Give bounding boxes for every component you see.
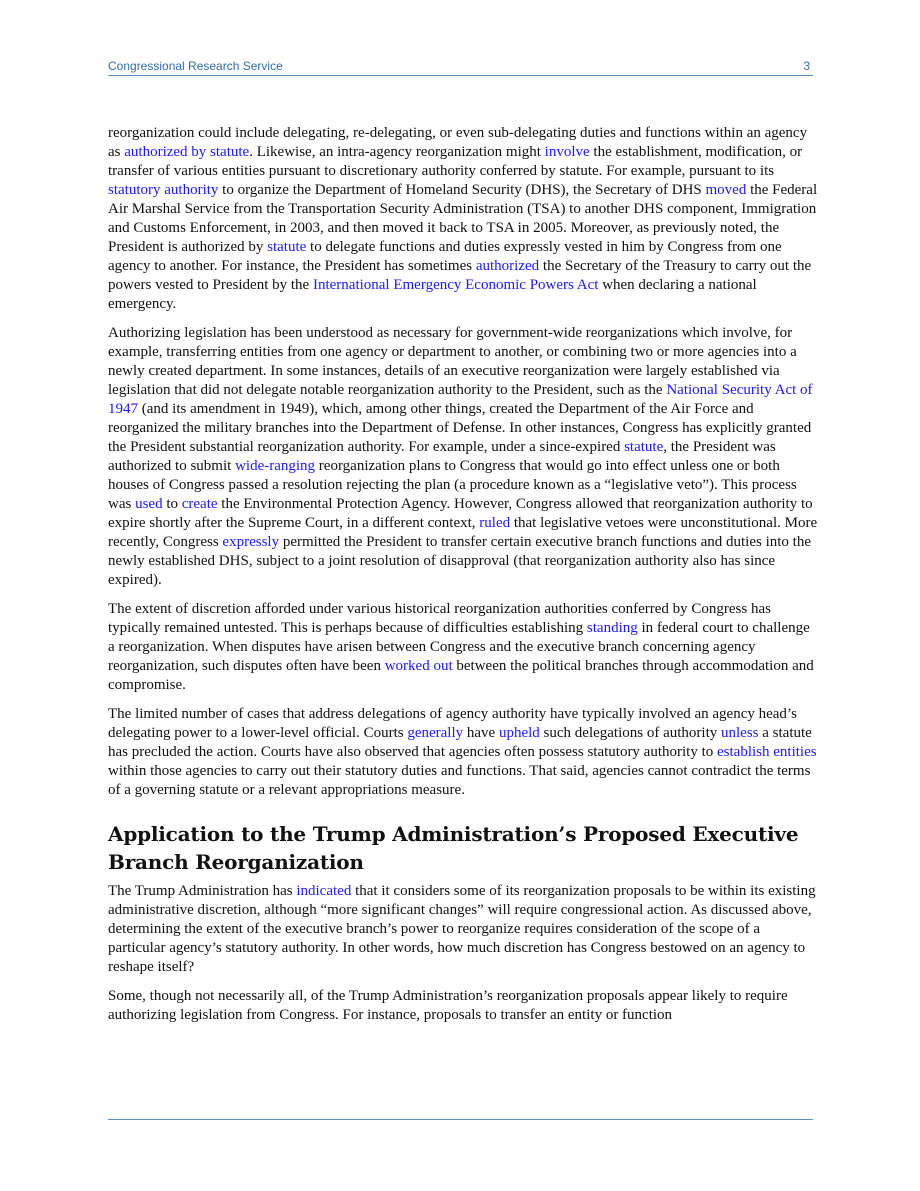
- text: the Federal Air Marshal Service from the Transportation Security Administration (TSA) to another DHS component, Immigration and Customs Enforcement, in 2003, and then moved it back to TSA in 2005. Moreover, as previously noted, the President is authorized by: [108, 182, 818, 255]
- text: in federal court to challenge a reorganization. When disputes have arisen between Congress and the executive branch concerning agency reorganization, such disputes often have been: [108, 620, 810, 674]
- link-national-security-act[interactable]: National Security Act of 1947: [108, 382, 813, 417]
- link-wide-ranging[interactable]: wide-ranging: [235, 458, 316, 474]
- text: between the political branches through accommodation and compromise.: [108, 658, 814, 693]
- text: within those agencies to carry out their statutory duties and functions. That said, agencies cannot contradict the terms of a governing statute or a relevant appropriations measure.: [108, 763, 811, 798]
- text: Some, though not necessarily all, of the Trump Administration’s reorganization proposals appear likely to require authorizing legislation from Congress. For instance, proposals to transfer an entity or function: [108, 988, 788, 1023]
- text: that legislative vetoes were unconstitutional. More recently, Congress: [108, 515, 818, 550]
- text: the establishment, modification, or transfer of various entities pursuant to discretionary authority conferred by statute. For example, pursuant to its: [108, 144, 803, 179]
- footer-rule: [108, 1119, 813, 1120]
- link-generally[interactable]: generally: [407, 725, 464, 741]
- paragraph-4: [108, 705, 818, 800]
- link-unless[interactable]: unless: [721, 725, 759, 741]
- link-moved[interactable]: moved: [705, 182, 747, 198]
- text: a statute has precluded the action. Courts have also observed that agencies often possess statutory authority to: [108, 725, 812, 760]
- text: to: [162, 496, 182, 512]
- link-create[interactable]: create: [181, 496, 218, 512]
- header-org-name: Congressional Research Service: [108, 59, 283, 73]
- paragraph-5: [108, 882, 818, 977]
- text: permitted the President to transfer certain executive branch functions and duties into the newly established DHS, subject to a joint resolution of disapproval (that reorganization authority also has since expired).: [108, 534, 811, 588]
- link-statutory-authority[interactable]: statutory authority: [108, 182, 219, 198]
- text: to delegate functions and duties expressly vested in him by Congress from one agency to another. For instance, the President has sometimes: [108, 239, 782, 274]
- text: the Secretary of the Treasury to carry out the powers vested to President by the: [108, 258, 812, 293]
- text: (and its amendment in 1949), which, among other things, created the Department of the Air Force and reorganized the military branches into the Department of Defense. In other instances, Congress has explicitly granted the President substantial reorganization authority. For example, under a since-expired: [108, 401, 812, 455]
- text: Authorizing legislation has been understood as necessary for government-wide reorganizations which involve, for example, transferring entities from one agency or department to another, or combining two or more agencies into a newly created department. In some instances, details of an executive reorganization were largely established via legislation that did not delegate notable reorganization authority to the President, such as the: [108, 325, 797, 398]
- text: The limited number of cases that address delegations of agency authority have typically involved an agency head’s delegating power to a lower-level official. Courts: [108, 706, 797, 741]
- link-establish-entities[interactable]: establish entities: [717, 744, 817, 760]
- text: The extent of discretion afforded under various historical reorganization authorities conferred by Congress has typically remained untested. This is perhaps because of difficulties establishing: [108, 601, 771, 636]
- text: . Likewise, an intra-agency reorganization might: [249, 144, 545, 160]
- link-upheld[interactable]: upheld: [498, 725, 540, 741]
- link-worked-out[interactable]: worked out: [384, 658, 453, 674]
- link-statute[interactable]: statute: [267, 239, 307, 255]
- text: when declaring a national emergency.: [108, 277, 757, 312]
- link-involve[interactable]: involve: [544, 144, 590, 160]
- text: that it considers some of its reorganization proposals to be within its existing administrative discretion, although “more significant changes” will require congressional action. As discussed above, determining the extent of the executive branch’s power to reorganize requires consideration of the scope of a particular agency’s statutory authority. In other words, how much discretion has Congress bestowed on an agency to reshape itself?: [108, 883, 816, 975]
- document-body: [108, 124, 818, 1035]
- link-ruled[interactable]: ruled: [479, 515, 511, 531]
- link-authorized[interactable]: authorized: [475, 258, 540, 274]
- paragraph-1: [108, 124, 818, 314]
- link-authorized-by-statute[interactable]: authorized by statute: [124, 144, 250, 160]
- link-used[interactable]: used: [135, 496, 163, 512]
- page-header: [108, 58, 813, 76]
- link-statute[interactable]: statute: [624, 439, 664, 455]
- section-heading: Application to the Trump Administration’s Proposed Executive Branch Reorganization: [108, 822, 799, 874]
- link-ieepa[interactable]: International Emergency Economic Powers Act: [312, 277, 599, 293]
- paragraph-2: [108, 324, 818, 590]
- text: have: [463, 725, 499, 741]
- paragraph-3: [108, 600, 818, 695]
- text: reorganization plans to Congress that would go into effect unless one or both houses of Congress passed a resolution rejecting the plan (a procedure known as a “legislative veto”). This process was: [108, 458, 797, 512]
- text: , the President was authorized to submit: [108, 439, 776, 474]
- paragraph-6: [108, 987, 818, 1025]
- text: to organize the Department of Homeland Security (DHS), the Secretary of DHS: [218, 182, 706, 198]
- link-indicated[interactable]: indicated: [296, 883, 352, 899]
- link-expressly[interactable]: expressly: [222, 534, 280, 550]
- text: The Trump Administration has: [108, 883, 297, 899]
- page-number: 3: [803, 59, 810, 73]
- text: reorganization could include delegating, re-delegating, or even sub-delegating duties and functions within an agency as: [108, 125, 808, 160]
- text: such delegations of authority: [539, 725, 722, 741]
- link-standing[interactable]: standing: [586, 620, 638, 636]
- text: the Environmental Protection Agency. However, Congress allowed that reorganization authority to expire shortly after the Supreme Court, in a different context,: [108, 496, 813, 531]
